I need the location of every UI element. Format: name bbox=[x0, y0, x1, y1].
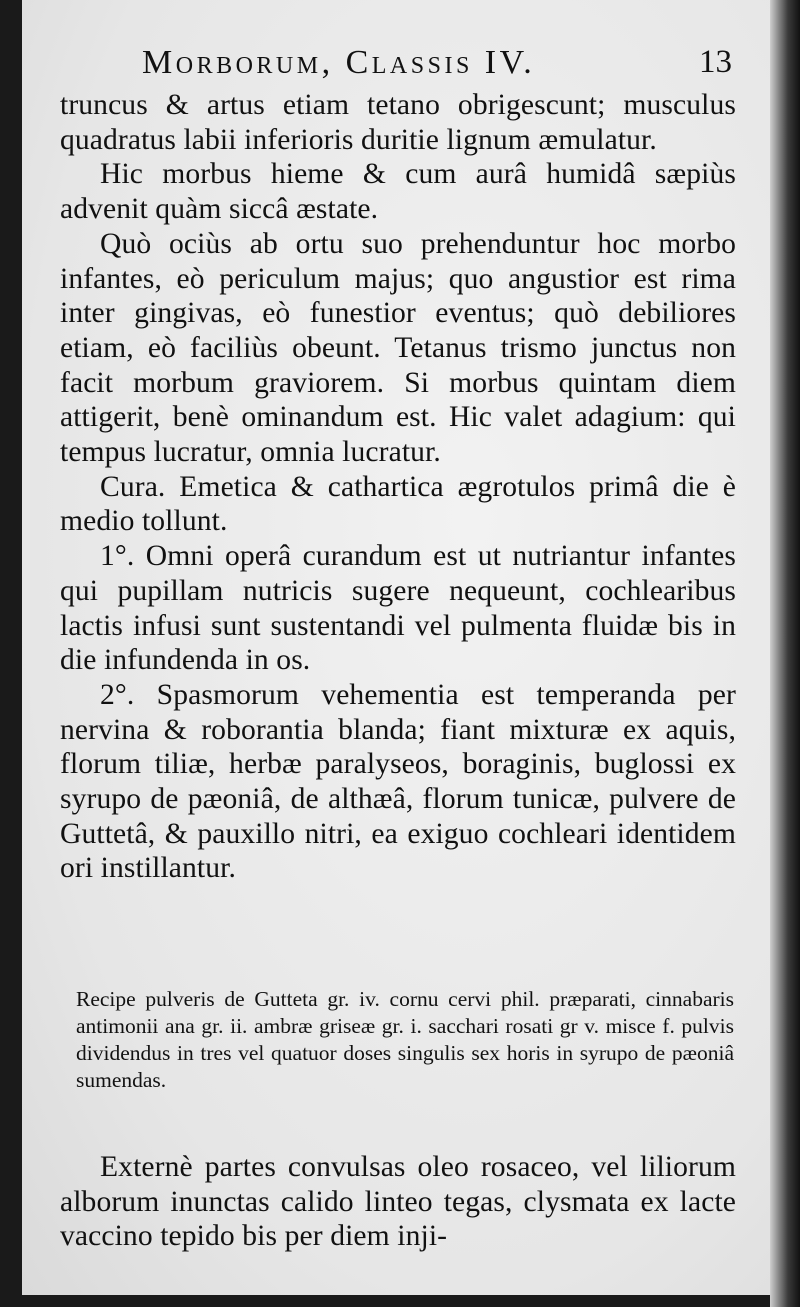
recipe-block: Recipe pulveris de Gutteta gr. iv. cornu cervi phil. præparati, cinnabaris antimonii ana gr. ii. ambræ griseæ gr. i. sacchari rosati gr v. misce f. pulvis dividendus in tres vel quatuor doses singulis sex horis in syrupo de pæoniâ sumendas. bbox=[76, 987, 734, 1092]
paragraph-1: truncus & artus etiam tetano obrigescunt; musculus quadratus labii inferioris duritie lignum æmulatur. bbox=[60, 89, 736, 156]
paragraph-externe: Externè partes convulsas oleo rosaceo, vel liliorum alborum inunctas calido linteo tegas, clysmata ex lacte vaccino tepido bis per diem inji- bbox=[60, 1151, 736, 1253]
running-title: Morborum, Classis IV. bbox=[142, 44, 536, 81]
paragraph-2: Hic morbus hieme & cum aurâ humidâ sæpiùs advenit quàm siccâ æstate. bbox=[60, 158, 736, 226]
paragraph-3: Quò ociùs ab ortu suo prehenduntur hoc morbo infantes, eò periculum majus; quo angustior est rima inter gingivas, eò funestior eventus; quò debiliores etiam, eò faciliùs obeunt. Tetanus trismo junctus non facit morbum graviorem. Si morbus quintam diem attigerit, benè ominandum est. Hic valet adagium: qui tempus lucratur, omnia lucratur. bbox=[60, 227, 736, 469]
running-header bbox=[60, 44, 736, 94]
page-number: 13 bbox=[699, 44, 732, 80]
main-text-block bbox=[60, 88, 736, 886]
closing-text-block bbox=[60, 1150, 736, 1254]
paragraph-point-1: 1°. Omni operâ curandum est ut nutriantur infantes qui pupillam nutricis sugere nequeunt, cochlearibus lactis infusi sunt sustentandi vel pulmenta fluidæ bis in die infundenda in os. bbox=[60, 540, 736, 677]
paragraph-cura: Cura. Emetica & cathartica ægrotulos primâ die è medio tollunt. bbox=[60, 470, 736, 538]
page-edge-shadow bbox=[770, 0, 800, 1307]
paragraph-point-2: 2°. Spasmorum vehementia est temperanda per nervina & roborantia blanda; fiant mixturæ ex aquis, florum tiliæ, herbæ paralyseos, boraginis, buglossi ex syrupo de pæoniâ, de althæâ, florum tunicæ, pulvere de Guttetâ, & pauxillo nitri, ea exiguo cochleari identidem ori instillantur. bbox=[60, 678, 736, 885]
